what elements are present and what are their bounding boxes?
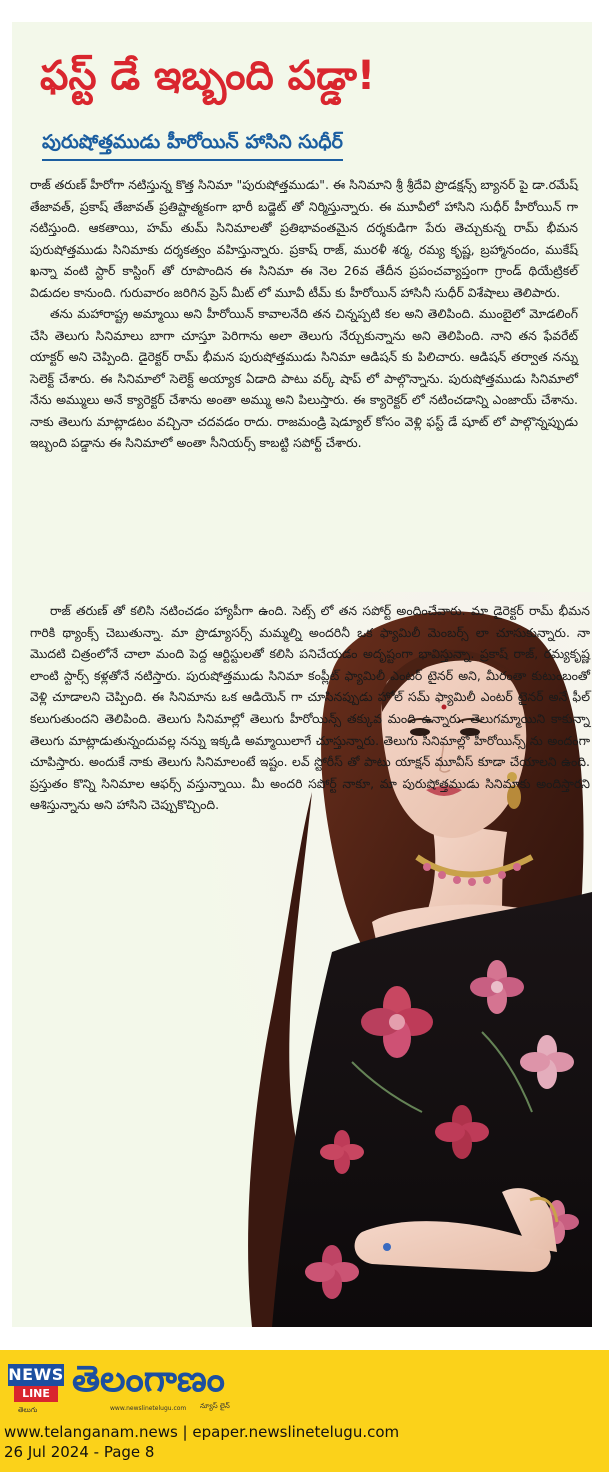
wrap-spacer	[220, 1110, 590, 1327]
epaper-footer	[0, 1350, 609, 1472]
telanganam-brand[interactable]: తెలంగాణం	[72, 1359, 225, 1400]
paragraph: తను మహారాష్ట్ర అమ్మాయి అని హీరోయిన్ కావాలనేది తన చిన్నప్పటి కల అని తెలిపింది. ముంబైలో మోడలింగ్ చేసి తెలుగు సినిమాలు బాగా చూస్తూ పెరిగాను అలా తెలుగు నేర్చుకున్నాను అని తెలిపింది. నాని తన ఫేవరేట్ యాక్టర్ అని చెప్పింది. డైరెక్టర్ రామ్ భీమన పురుషోత్తముడు సినిమా ఆడిషన్ కు పిలిచారు. ఆడిషన్ తర్వాత నన్ను సెలెక్ట్ చేశారు. ఈ సినిమాలో సెలెక్ట్ అయ్యాక ఏడాది పాటు వర్క్ షాప్ లో పాల్గొన్నాను. పురుషోత్తముడు సినిమాలో నేను అమ్ములు అనే క్యారెక్టర్ చేశాను అంతా అమ్ము అని పిలుస్తారు. ఈ క్యారెక్టర్ లో నటించడాన్ని ఎంజాయ్ చేశాను. నాకు తెలుగు మాట్లాడటం వచ్చినా చదవడం రాదు. రాజమండ్రి షెడ్యూల్ కోసం వెళ్లి ఫస్ట్ డే షూట్ లో పాల్గొన్నప్పుడు ఇబ్బంది పడ్డాను ఈ సినిమాలో అంతా సీనియర్స్ కాబట్టి సపోర్ట్ చేశారు.	[30, 306, 578, 450]
paragraph: రాజ్ తరుణ్ తో కలిసి నటించడం హ్యాపీగా ఉంది. సెట్స్ లో తన సపోర్ట్ అందించేవారు. మా డైరెక్టర్ రామ్ భీమన గారికి థ్యాంక్స్ చెబుతున్నా. మా ప్రొడ్యూసర్స్ మమ్మల్ని అందరినీ ఒక ఫ్యామిలీ మెంబర్స్ లా చూసుకున్నారు. నా మొదటి చిత్రంలోనే చాలా మంది పెద్ద ఆర్టిస్టులతో కలిసి పనిచేయడం అదృష్టంగా భావిస్తున్నా. ప్రకాష్ రాజ్, రమ్యకృష్ణ లాంటి స్టార్స్ కళ్లతోనే నటిస్తారు. పురుషోత్తముడు సినిమా కంప్లీట్ ఫ్యామిలీ ఎంటర్ టైనర్ అని, మీరంతా కుటుంబంతో వెళ్లి చూడాలని చెప్పింది. ఈ సినిమాను ఒక ఆడియెన్ గా చూసినప్పుడు హోల్ సమ్ ఫ్యామిలీ ఎంటర్ టైనర్ అనే ఫీల్ కలుగుతుందని తెలిపింది. తెలుగు సినిమాల్లో తెలుగు హీరోయిన్స్ తక్కువ మంది ఉన్నారు. తెలుగమ్మాయిని కాకున్నా తెలుగు మాట్లాడుతున్నందువల్ల నన్ను ఇక్కడి అమ్మాయిలాగే చూస్తున్నారు. తెలుగు సినిమాల్లో హీరోయిన్స్ ను అందంగా చూపిస్తారు. అందుకే నాకు తెలుగు సినిమాలంటే ఇష్టం. లవ్ స్టోరీస్ తో పాటు యాక్షన్ మూవీస్ కూడా చేయాలని ఉంది. ప్రస్తుతం కొన్ని సినిమాల ఆఫర్స్ వస్తున్నాయి. మీ అందరి సపోర్ట్ నాకూ, మా పురుషోత్తముడు సినిమాకు అందిస్తారని ఆశిస్తున్నాను అని హాసిని చెప్పుకొచ్చింది.	[30, 603, 590, 813]
article-body-wrap	[30, 600, 590, 1325]
newsline-logo[interactable]	[8, 1364, 64, 1414]
wrap-spacer	[300, 950, 590, 1110]
news-clipping	[12, 22, 592, 1327]
logo-line-text: LINE	[14, 1386, 58, 1402]
logo-news-text: NEWS	[8, 1365, 64, 1384]
wrap-spacer	[325, 885, 590, 950]
logo-sub-text: తెలుగు	[18, 1406, 38, 1414]
footer-sites-link[interactable]: www.telanganam.news | epaper.newslinetelugu.com	[4, 1423, 400, 1441]
subhead: పురుషోత్తముడు హీరోయిన్ హాసిని సుధీర్	[42, 129, 343, 161]
brand-tagline: న్యూస్ లైన్	[200, 1402, 230, 1410]
footer-info	[4, 1422, 399, 1462]
brand-url: www.newslinetelugu.com	[110, 1405, 187, 1412]
headline: ఫస్ట్ డే ఇబ్బంది పడ్డా!	[40, 53, 376, 99]
footer-date-page: 26 Jul 2024 - Page 8	[4, 1443, 155, 1461]
paragraph: రాజ్ తరుణ్ హీరోగా నటిస్తున్న కొత్త సినిమా "పురుషోత్తముడు". ఈ సినిమాని శ్రీ శ్రీదేవి ప్రొడక్షన్స్ బ్యానర్ పై డా.రమేష్ తేజావత్, ప్రకాష్ తేజావత్ ప్రతిష్టాత్మకంగా భారీ బడ్జెట్ తో నిర్మిస్తున్నారు. ఈ మూవీలో హాసిని సుధీర్ హీరోయిన్ గా నటిస్తుంది. ఆకతాయి, హమ్ తుమ్ సినిమాలతో ప్రతిభావంతమైన దర్శకుడిగా పేరు తెచ్చుకున్న రామ్ భీమన పురుషోత్తముడు సినిమాకు దర్శకత్వం వహిస్తున్నారు. ప్రకాష్ రాజ్, మురళీ శర్మ, రమ్య కృష్ణ, బ్రహ్మానందం, ముకేష్ ఖన్నా వంటి స్టార్ కాస్టింగ్ తో రూపొందిన ఈ సినిమా ఈ నెల 26వ తేదీన ప్రపంచవ్యాప్తంగా గ్రాండ్ థియేట్రికల్ విడుదల కానుంది. గురువారం జరిగిన ప్రెస్ మీట్ లో మూవీ టీమ్ కు హీరోయిన్ హాసినీ సుధీర్ విశేషాలు తెలిపారు.	[30, 177, 578, 300]
article-body-top	[30, 174, 578, 454]
